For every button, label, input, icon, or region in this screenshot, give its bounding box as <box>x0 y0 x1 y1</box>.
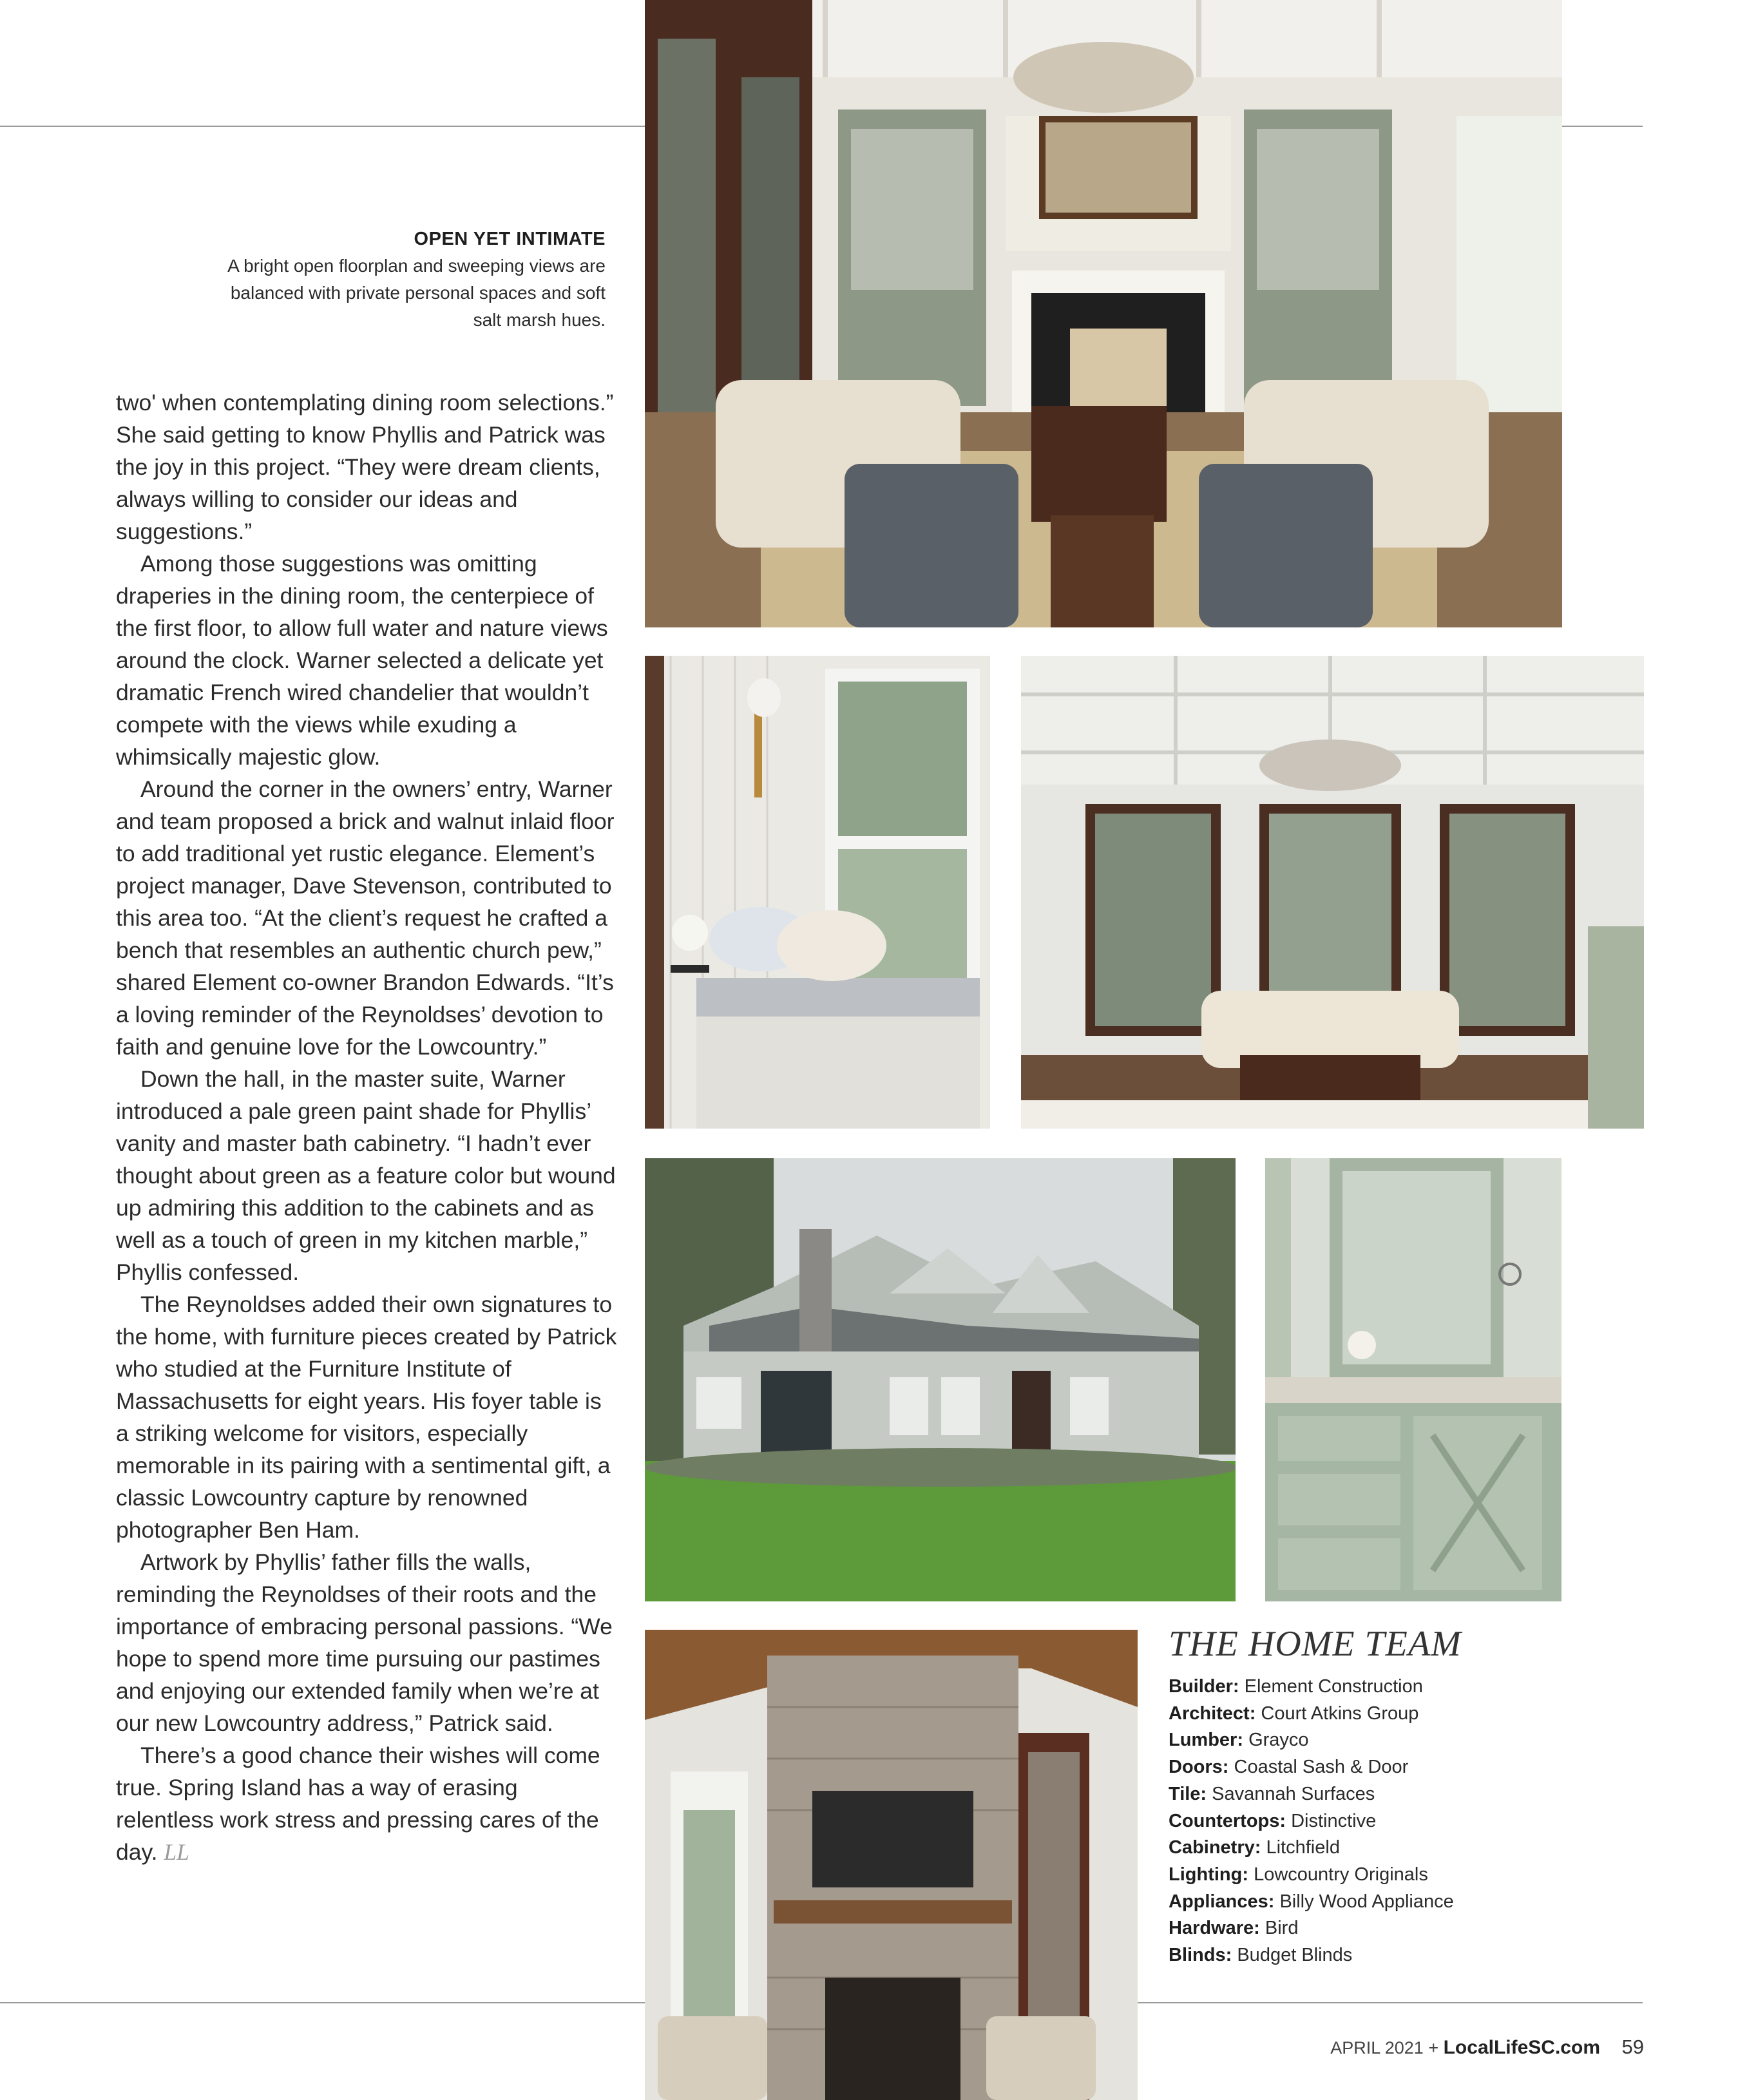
team-row-doors <box>1169 1754 1491 1781</box>
team-row-architect <box>1169 1701 1491 1728</box>
bath-vanity-photo <box>1265 1158 1561 1601</box>
team-label: Architect: <box>1169 1703 1256 1724</box>
team-value: Grayco <box>1248 1730 1309 1751</box>
team-value: Savannah Surfaces <box>1212 1783 1375 1804</box>
porch-fireplace-photo <box>645 1630 1138 2100</box>
footer-issue: APRIL 2021 + <box>1330 2038 1439 2057</box>
team-row-cabinetry <box>1169 1835 1491 1862</box>
team-label: Hardware: <box>1169 1918 1260 1939</box>
team-row-hardware <box>1169 1915 1491 1942</box>
footer-site-link[interactable]: LocalLifeSC.com <box>1443 2037 1600 2058</box>
team-value: Distinctive <box>1291 1810 1377 1831</box>
caption-title: OPEN YET INTIMATE <box>414 229 606 249</box>
team-value: Litchfield <box>1266 1837 1340 1858</box>
house-exterior-photo <box>645 1158 1236 1601</box>
team-label: Appliances: <box>1169 1891 1275 1912</box>
page-number: 59 <box>1621 2036 1644 2058</box>
article-body <box>116 387 618 1868</box>
team-label: Doors: <box>1169 1757 1229 1778</box>
body-paragraph-last <box>116 1739 618 1868</box>
team-row-builder <box>1169 1674 1491 1701</box>
end-mark: LL <box>164 1839 189 1865</box>
team-value: Bird <box>1265 1918 1299 1939</box>
team-value: Billy Wood Appliance <box>1279 1891 1454 1912</box>
team-value: Lowcountry Originals <box>1254 1864 1428 1885</box>
team-row-countertops <box>1169 1808 1491 1835</box>
team-label: Tile: <box>1169 1783 1207 1804</box>
home-team-sidebar <box>1169 1623 1491 1969</box>
team-row-tile <box>1169 1781 1491 1808</box>
team-row-blinds <box>1169 1942 1491 1969</box>
body-paragraph: Artwork by Phyllis’ father fills the walls, reminding the Reynoldses of their roots and the importance of embracing personal passions. “We hope to spend more time pursuing our pastimes and enjoying our extended family when we’re at our new Lowcountry address,” Patrick said. <box>116 1549 613 1736</box>
great-room-photo <box>1021 656 1644 1129</box>
team-label: Builder: <box>1169 1676 1239 1697</box>
team-value: Coastal Sash & Door <box>1234 1757 1409 1778</box>
photo-caption <box>225 225 606 334</box>
team-row-lumber <box>1169 1727 1491 1754</box>
body-paragraph: two' when contemplating dining room selections.” She said getting to know Phyllis and Patrick was the joy in this project. “They were dream clients, always willing to consider our ideas and suggestions.” <box>116 390 614 544</box>
home-team-title: THE HOME TEAM <box>1169 1624 1462 1664</box>
team-label: Lumber: <box>1169 1730 1243 1751</box>
team-value: Budget Blinds <box>1237 1945 1353 1966</box>
page-footer <box>1330 2036 1644 2059</box>
body-paragraph: Down the hall, in the master suite, Warner introduced a pale green paint shade for Phyllis’ vanity and master bath cabinetry. “I hadn’t ever thought about green as a feature color but wound up admiring this addition to the cabinets and as well as a touch of green in my kitchen marble,” Phyllis confessed. <box>116 1066 616 1285</box>
living-room-photo <box>645 0 1562 627</box>
team-value: Element Construction <box>1244 1676 1423 1697</box>
team-row-lighting <box>1169 1862 1491 1889</box>
body-paragraph: Among those suggestions was omitting draperies in the dining room, the centerpiece of the first floor, to allow full water and nature views around the clock. Warner selected a delicate yet dramatic French wired chandelier that wouldn’t compete with the views while exuding a whimsically majestic glow. <box>116 551 608 770</box>
team-label: Lighting: <box>1169 1864 1249 1885</box>
body-paragraph: The Reynoldses added their own signatures to the home, with furniture pieces created by Patrick who studied at the Furniture Institute of Massachusetts for eight years. His foyer table is a striking welcome for visitors, especially memorable in its pairing with a sentimental gift, a classic Lowcountry capture by renowned photographer Ben Ham. <box>116 1292 617 1543</box>
window-seat-photo <box>645 656 990 1129</box>
team-label: Countertops: <box>1169 1810 1286 1831</box>
body-paragraph-text: There’s a good chance their wishes will come true. Spring Island has a way of erasing relentless work stress and pressing cares of the day. <box>116 1742 600 1865</box>
team-row-appliances <box>1169 1889 1491 1916</box>
team-label: Cabinetry: <box>1169 1837 1261 1858</box>
body-paragraph: Around the corner in the owners’ entry, Warner and team proposed a brick and walnut inlaid floor to add traditional yet rustic elegance. Element’s project manager, Dave Stevenson, contributed to this area too. “At the client’s request he crafted a bench that resembles an authentic church pew,” shared Element co-owner Brandon Edwards. “It’s a loving reminder of the Reynoldses’ devotion to faith and genuine love for the Lowcountry.” <box>116 776 615 1060</box>
team-label: Blinds: <box>1169 1945 1232 1966</box>
team-value: Court Atkins Group <box>1261 1703 1419 1724</box>
caption-text: A bright open floorplan and sweeping views are balanced with private personal spaces and soft salt marsh hues. <box>227 256 606 330</box>
